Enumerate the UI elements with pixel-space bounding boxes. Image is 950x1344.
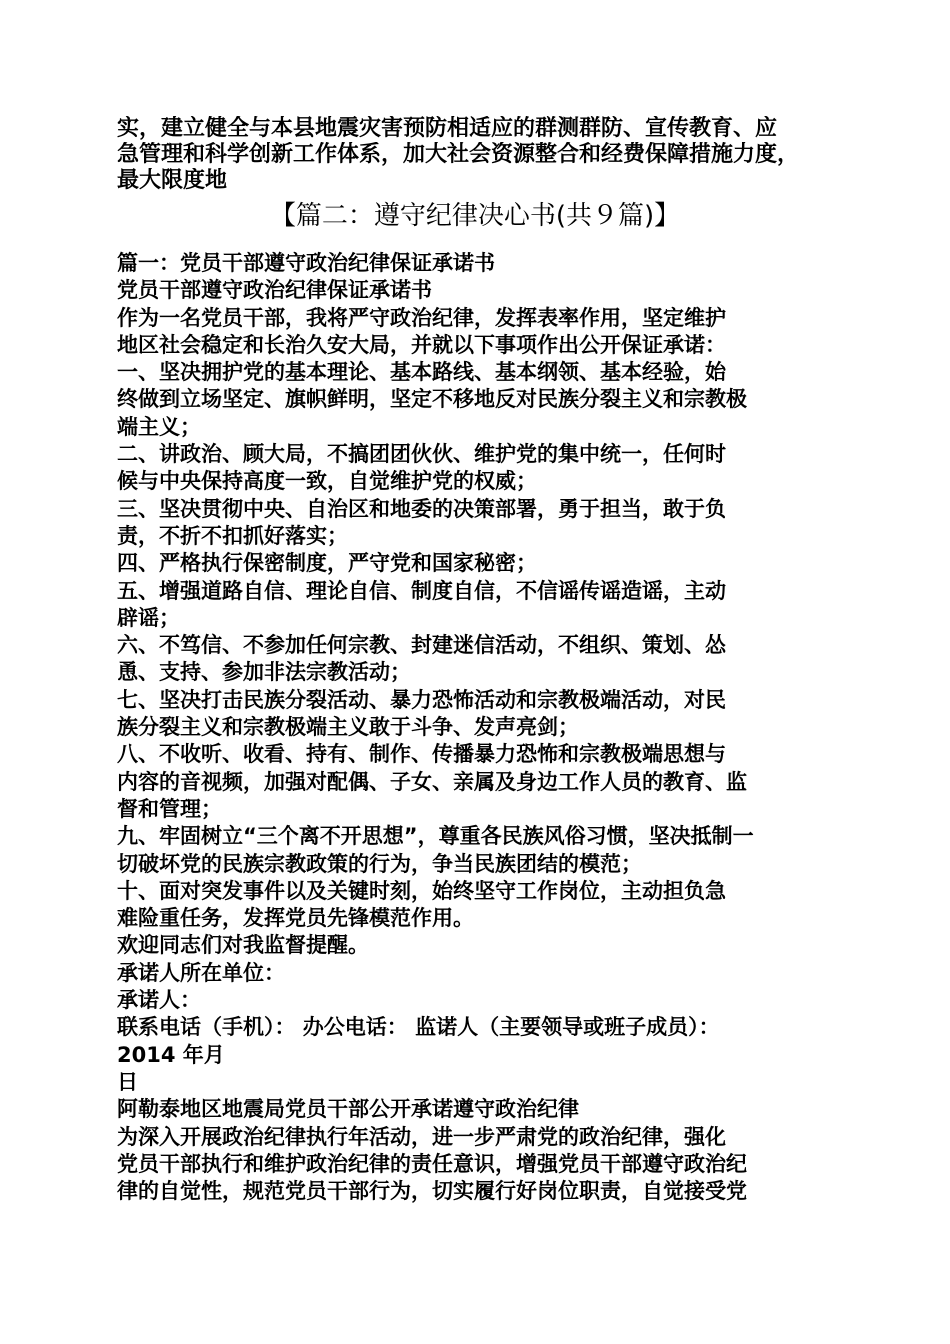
body-line: 族分裂主义和宗教极端主义敢于斗争、发声亮剑； bbox=[117, 715, 579, 740]
body-line: 三、坚决贯彻中央、自治区和地委的决策部署，勇于担当，敢于负 bbox=[117, 496, 726, 521]
body-line: 五、增强道路自信、理论自信、制度自信，不信谣传谣造谣，主动 bbox=[117, 578, 726, 603]
body-line: 篇一：党员干部遵守政治纪律保证承诺书 bbox=[117, 251, 495, 275]
intro-line: 实，建立健全与本县地震灾害预防相适应的群测群防、宣传教育、应 bbox=[117, 116, 778, 141]
body-line: 切破坏党的民族宗教政策的行为，争当民族团结的模范； bbox=[117, 851, 642, 876]
body-line: 候与中央保持高度一致，自觉维护党的权威； bbox=[117, 469, 537, 494]
body-line: 七、坚决打击民族分裂活动、暴力恐怖活动和宗教极端活动，对民 bbox=[117, 687, 726, 712]
body-line: 责，不折不扣抓好落实； bbox=[117, 523, 348, 548]
body-line: 阿勒泰地区地震局党员干部公开承诺遵守政治纪律 bbox=[117, 1097, 579, 1122]
body-line: 十、面对突发事件以及关键时刻，始终坚守工作岗位，主动担负急 bbox=[117, 878, 726, 903]
body-line: 作为一名党员干部，我将严守政治纪律，发挥表率作用，坚定维护 bbox=[117, 305, 726, 330]
body-line: 督和管理； bbox=[117, 796, 222, 821]
intro-line: 急管理和科学创新工作体系，加大社会资源整合和经费保障措施力度， bbox=[117, 142, 800, 167]
body-line: 辟谣； bbox=[117, 605, 180, 630]
body-line: 党员干部遵守政治纪律保证承诺书 bbox=[117, 278, 432, 303]
body-line: 律的自觉性，规范党员干部行为，切实履行好岗位职责，自觉接受党 bbox=[117, 1179, 747, 1204]
body-line: 四、严格执行保密制度，严守党和国家秘密； bbox=[117, 551, 537, 576]
body-line: 终做到立场坚定、旗帜鲜明，坚定不移地反对民族分裂主义和宗教极 bbox=[117, 387, 747, 412]
body-line: 九、牢固树立“三个离不开思想”，尊重各民族风俗习惯，坚决抵制一 bbox=[117, 824, 754, 849]
document-body bbox=[117, 250, 847, 1205]
intro-paragraph bbox=[117, 116, 847, 194]
date-line: 2014 年月 bbox=[117, 1042, 225, 1067]
body-line: 联系电话（手机）： 办公电话： 监诺人（主要领导或班子成员）： bbox=[117, 1015, 720, 1040]
body-line: 六、不笃信、不参加任何宗教、封建迷信活动，不组织、策划、怂 bbox=[117, 633, 726, 658]
body-line: 日 bbox=[117, 1069, 138, 1094]
body-line: 为深入开展政治纪律执行年活动，进一步严肃党的政治纪律，强化 bbox=[117, 1124, 726, 1149]
body-line: 难险重任务，发挥党员先锋模范作用。 bbox=[117, 906, 474, 931]
body-line: 承诺人所在单位： bbox=[117, 960, 285, 985]
body-line: 端主义； bbox=[117, 414, 201, 439]
body-line: 内容的音视频，加强对配偶、子女、亲属及身边工作人员的教育、监 bbox=[117, 769, 747, 794]
body-line: 承诺人： bbox=[117, 988, 201, 1013]
section-heading: 【篇二：遵守纪律决心书(共９篇)】 bbox=[269, 201, 681, 231]
body-line: 恿、支持、参加非法宗教活动； bbox=[117, 660, 411, 685]
body-line: 八、不收听、收看、持有、制作、传播暴力恐怖和宗教极端思想与 bbox=[117, 742, 726, 767]
body-line: 地区社会稳定和长治久安大局，并就以下事项作出公开保证承诺： bbox=[117, 332, 726, 357]
intro-line: 最大限度地 bbox=[117, 168, 228, 193]
body-line: 一、坚决拥护党的基本理论、基本路线、基本纲领、基本经验，始 bbox=[117, 360, 726, 385]
body-line: 二、讲政治、顾大局，不搞团团伙伙、维护党的集中统一，任何时 bbox=[117, 442, 726, 467]
body-line: 欢迎同志们对我监督提醒。 bbox=[117, 933, 369, 958]
body-line: 党员干部执行和维护政治纪律的责任意识，增强党员干部遵守政治纪 bbox=[117, 1151, 747, 1176]
